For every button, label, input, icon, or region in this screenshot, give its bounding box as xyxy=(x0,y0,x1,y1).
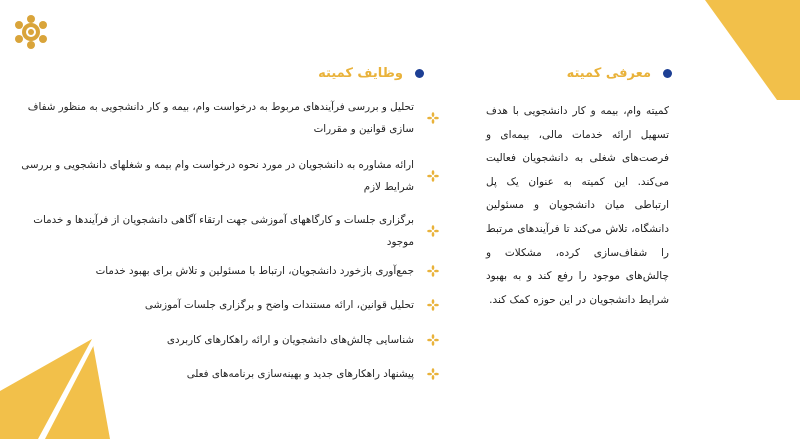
star-flower-icon xyxy=(426,368,440,380)
heading-bullet-dot-icon xyxy=(663,69,672,78)
star-flower-icon xyxy=(426,170,440,182)
duty-item xyxy=(12,329,440,351)
star-flower-icon xyxy=(426,334,440,346)
intro-title: معرفی کمیته xyxy=(566,65,651,81)
duty-item xyxy=(12,96,440,140)
duty-item xyxy=(12,363,440,385)
duty-text: شناسایی چالش‌های دانشجویان و ارائه راهکارهای کاربردی xyxy=(166,334,414,346)
duty-item xyxy=(12,294,440,316)
duty-text: تحلیل و بررسی فرآیندهای مربوط به درخواست وام، بیمه و کار دانشجویی به منظور شفاف سازی قوانین و مقررات xyxy=(27,101,414,135)
duty-item xyxy=(12,209,440,253)
duty-item xyxy=(12,154,440,198)
top-right-corner-decoration xyxy=(705,0,800,100)
duties-title: وظایف کمیته xyxy=(318,65,403,81)
star-flower-icon xyxy=(426,265,440,277)
intro-heading xyxy=(567,62,672,84)
star-flower-icon xyxy=(426,112,440,124)
bottom-left-corner-decoration xyxy=(0,339,110,439)
duty-item xyxy=(12,260,440,282)
duty-text: جمع‌آوری بازخورد دانشجویان، ارتباط با مسئولین و تلاش برای بهبود خدمات xyxy=(95,265,414,277)
duties-heading xyxy=(318,62,424,84)
duty-text: ارائه مشاوره به دانشجویان در مورد نحوه درخواست وام بیمه و شغلهای دانشجویی و بررسی شرایط لازم xyxy=(21,159,414,193)
star-flower-icon xyxy=(426,225,440,237)
star-flower-icon xyxy=(426,299,440,311)
duty-text: پیشنهاد راهکارهای جدید و بهینه‌سازی برنامه‌های فعلی xyxy=(186,368,414,380)
duty-text: برگزاری جلسات و کارگاههای آموزشی جهت ارتقاء آگاهی دانشجویان از فرآیندها و خدمات موجود xyxy=(33,214,414,248)
heading-bullet-dot-icon xyxy=(415,69,424,78)
golden-ornament-emblem-icon xyxy=(14,14,48,50)
intro-paragraph: کمیته وام، بیمه و کار دانشجویی با هدف تسهیل ارائه خدمات مالی، بیمه‌ای و فرصت‌های شغلی به دانشجویان فعالیت می‌کند. این کمیته به عنوان یک پل ارتباطی میان دانشجویان و مسئولین دانشگاه، تلاش می‌کند تا فرآیندهای مرتبط را شفاف‌سازی کرده، مشکلات و چالش‌های موجود را رفع کند و به بهبود شرایط دانشجویان در این حوزه کمک کند. xyxy=(486,105,669,306)
duty-text: تحلیل قوانین، ارائه مستندات واضح و برگزاری جلسات آموزشی xyxy=(144,299,414,311)
